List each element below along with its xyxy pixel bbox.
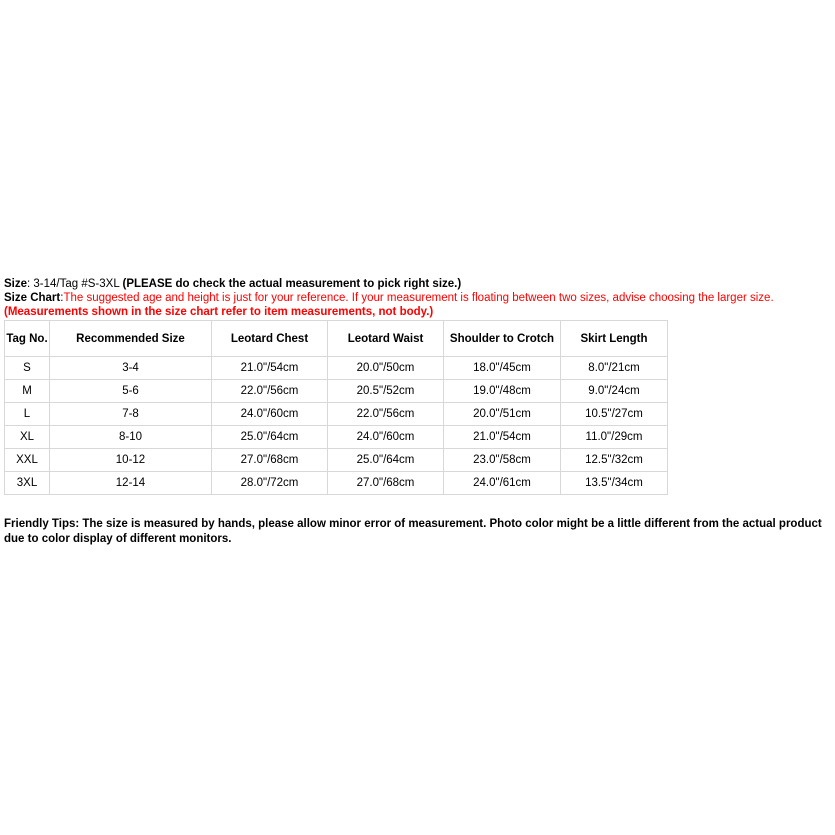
- size-intro: [4, 277, 833, 319]
- cell-skirt-length: 11.0"/29cm: [561, 426, 668, 449]
- cell-tag: 3XL: [5, 472, 50, 495]
- cell-tag: XL: [5, 426, 50, 449]
- cell-recommended-size: 5-6: [50, 380, 212, 403]
- header-shoulder-to-crotch: Shoulder to Crotch: [444, 321, 561, 357]
- size-chart-colon: :: [60, 292, 64, 304]
- cell-skirt-length: 13.5"/34cm: [561, 472, 668, 495]
- table-row: [5, 403, 668, 426]
- size-label: Size: [4, 278, 28, 290]
- header-leotard-chest: Leotard Chest: [212, 321, 328, 357]
- table-row: [5, 357, 668, 380]
- size-chart-label: Size Chart: [4, 292, 61, 304]
- cell-shoulder-to-crotch: 18.0"/45cm: [444, 357, 561, 380]
- friendly-tips: Friendly Tips: The size is measured by hands, please allow minor error of measurement. Photo color might be a little different from the actual product due to color display of different monitors.: [4, 518, 822, 545]
- cell-chest: 21.0"/54cm: [212, 357, 328, 380]
- cell-recommended-size: 7-8: [50, 403, 212, 426]
- measurement-note: (Measurements shown in the size chart refer to item measurements, not body.): [4, 306, 434, 318]
- cell-recommended-size: 10-12: [50, 449, 212, 472]
- cell-chest: 25.0"/64cm: [212, 426, 328, 449]
- cell-shoulder-to-crotch: 24.0"/61cm: [444, 472, 561, 495]
- cell-recommended-size: 3-4: [50, 357, 212, 380]
- cell-tag: M: [5, 380, 50, 403]
- header-tag-no: Tag No.: [5, 321, 50, 357]
- cell-skirt-length: 10.5"/27cm: [561, 403, 668, 426]
- cell-skirt-length: 9.0"/24cm: [561, 380, 668, 403]
- cell-waist: 25.0"/64cm: [328, 449, 444, 472]
- cell-chest: 24.0"/60cm: [212, 403, 328, 426]
- cell-recommended-size: 8-10: [50, 426, 212, 449]
- table-header-row: [5, 321, 668, 357]
- cell-tag: XXL: [5, 449, 50, 472]
- cell-chest: 28.0"/72cm: [212, 472, 328, 495]
- cell-waist: 22.0"/56cm: [328, 403, 444, 426]
- cell-recommended-size: 12-14: [50, 472, 212, 495]
- cell-skirt-length: 12.5"/32cm: [561, 449, 668, 472]
- size-chart-table: [4, 320, 668, 495]
- table-row: [5, 472, 668, 495]
- cell-shoulder-to-crotch: 23.0"/58cm: [444, 449, 561, 472]
- table-row: [5, 380, 668, 403]
- cell-tag: L: [5, 403, 50, 426]
- size-chart-note: The suggested age and height is just for your reference. If your measurement is floating between two sizes, advise choosing the larger size.: [63, 292, 774, 304]
- cell-waist: 27.0"/68cm: [328, 472, 444, 495]
- cell-waist: 24.0"/60cm: [328, 426, 444, 449]
- table-row: [5, 449, 668, 472]
- cell-skirt-length: 8.0"/21cm: [561, 357, 668, 380]
- cell-chest: 27.0"/68cm: [212, 449, 328, 472]
- table-row: [5, 426, 668, 449]
- cell-chest: 22.0"/56cm: [212, 380, 328, 403]
- size-value: : 3-14/Tag #S-3XL: [27, 278, 123, 290]
- cell-waist: 20.5"/52cm: [328, 380, 444, 403]
- size-note: (PLEASE do check the actual measurement to pick right size.): [122, 278, 462, 290]
- cell-shoulder-to-crotch: 20.0"/51cm: [444, 403, 561, 426]
- cell-waist: 20.0"/50cm: [328, 357, 444, 380]
- header-recommended-size: Recommended Size: [50, 321, 212, 357]
- cell-shoulder-to-crotch: 21.0"/54cm: [444, 426, 561, 449]
- cell-shoulder-to-crotch: 19.0"/48cm: [444, 380, 561, 403]
- header-skirt-length: Skirt Length: [561, 321, 668, 357]
- cell-tag: S: [5, 357, 50, 380]
- size-line: [4, 277, 833, 291]
- size-chart-line: [4, 291, 833, 305]
- header-leotard-waist: Leotard Waist: [328, 321, 444, 357]
